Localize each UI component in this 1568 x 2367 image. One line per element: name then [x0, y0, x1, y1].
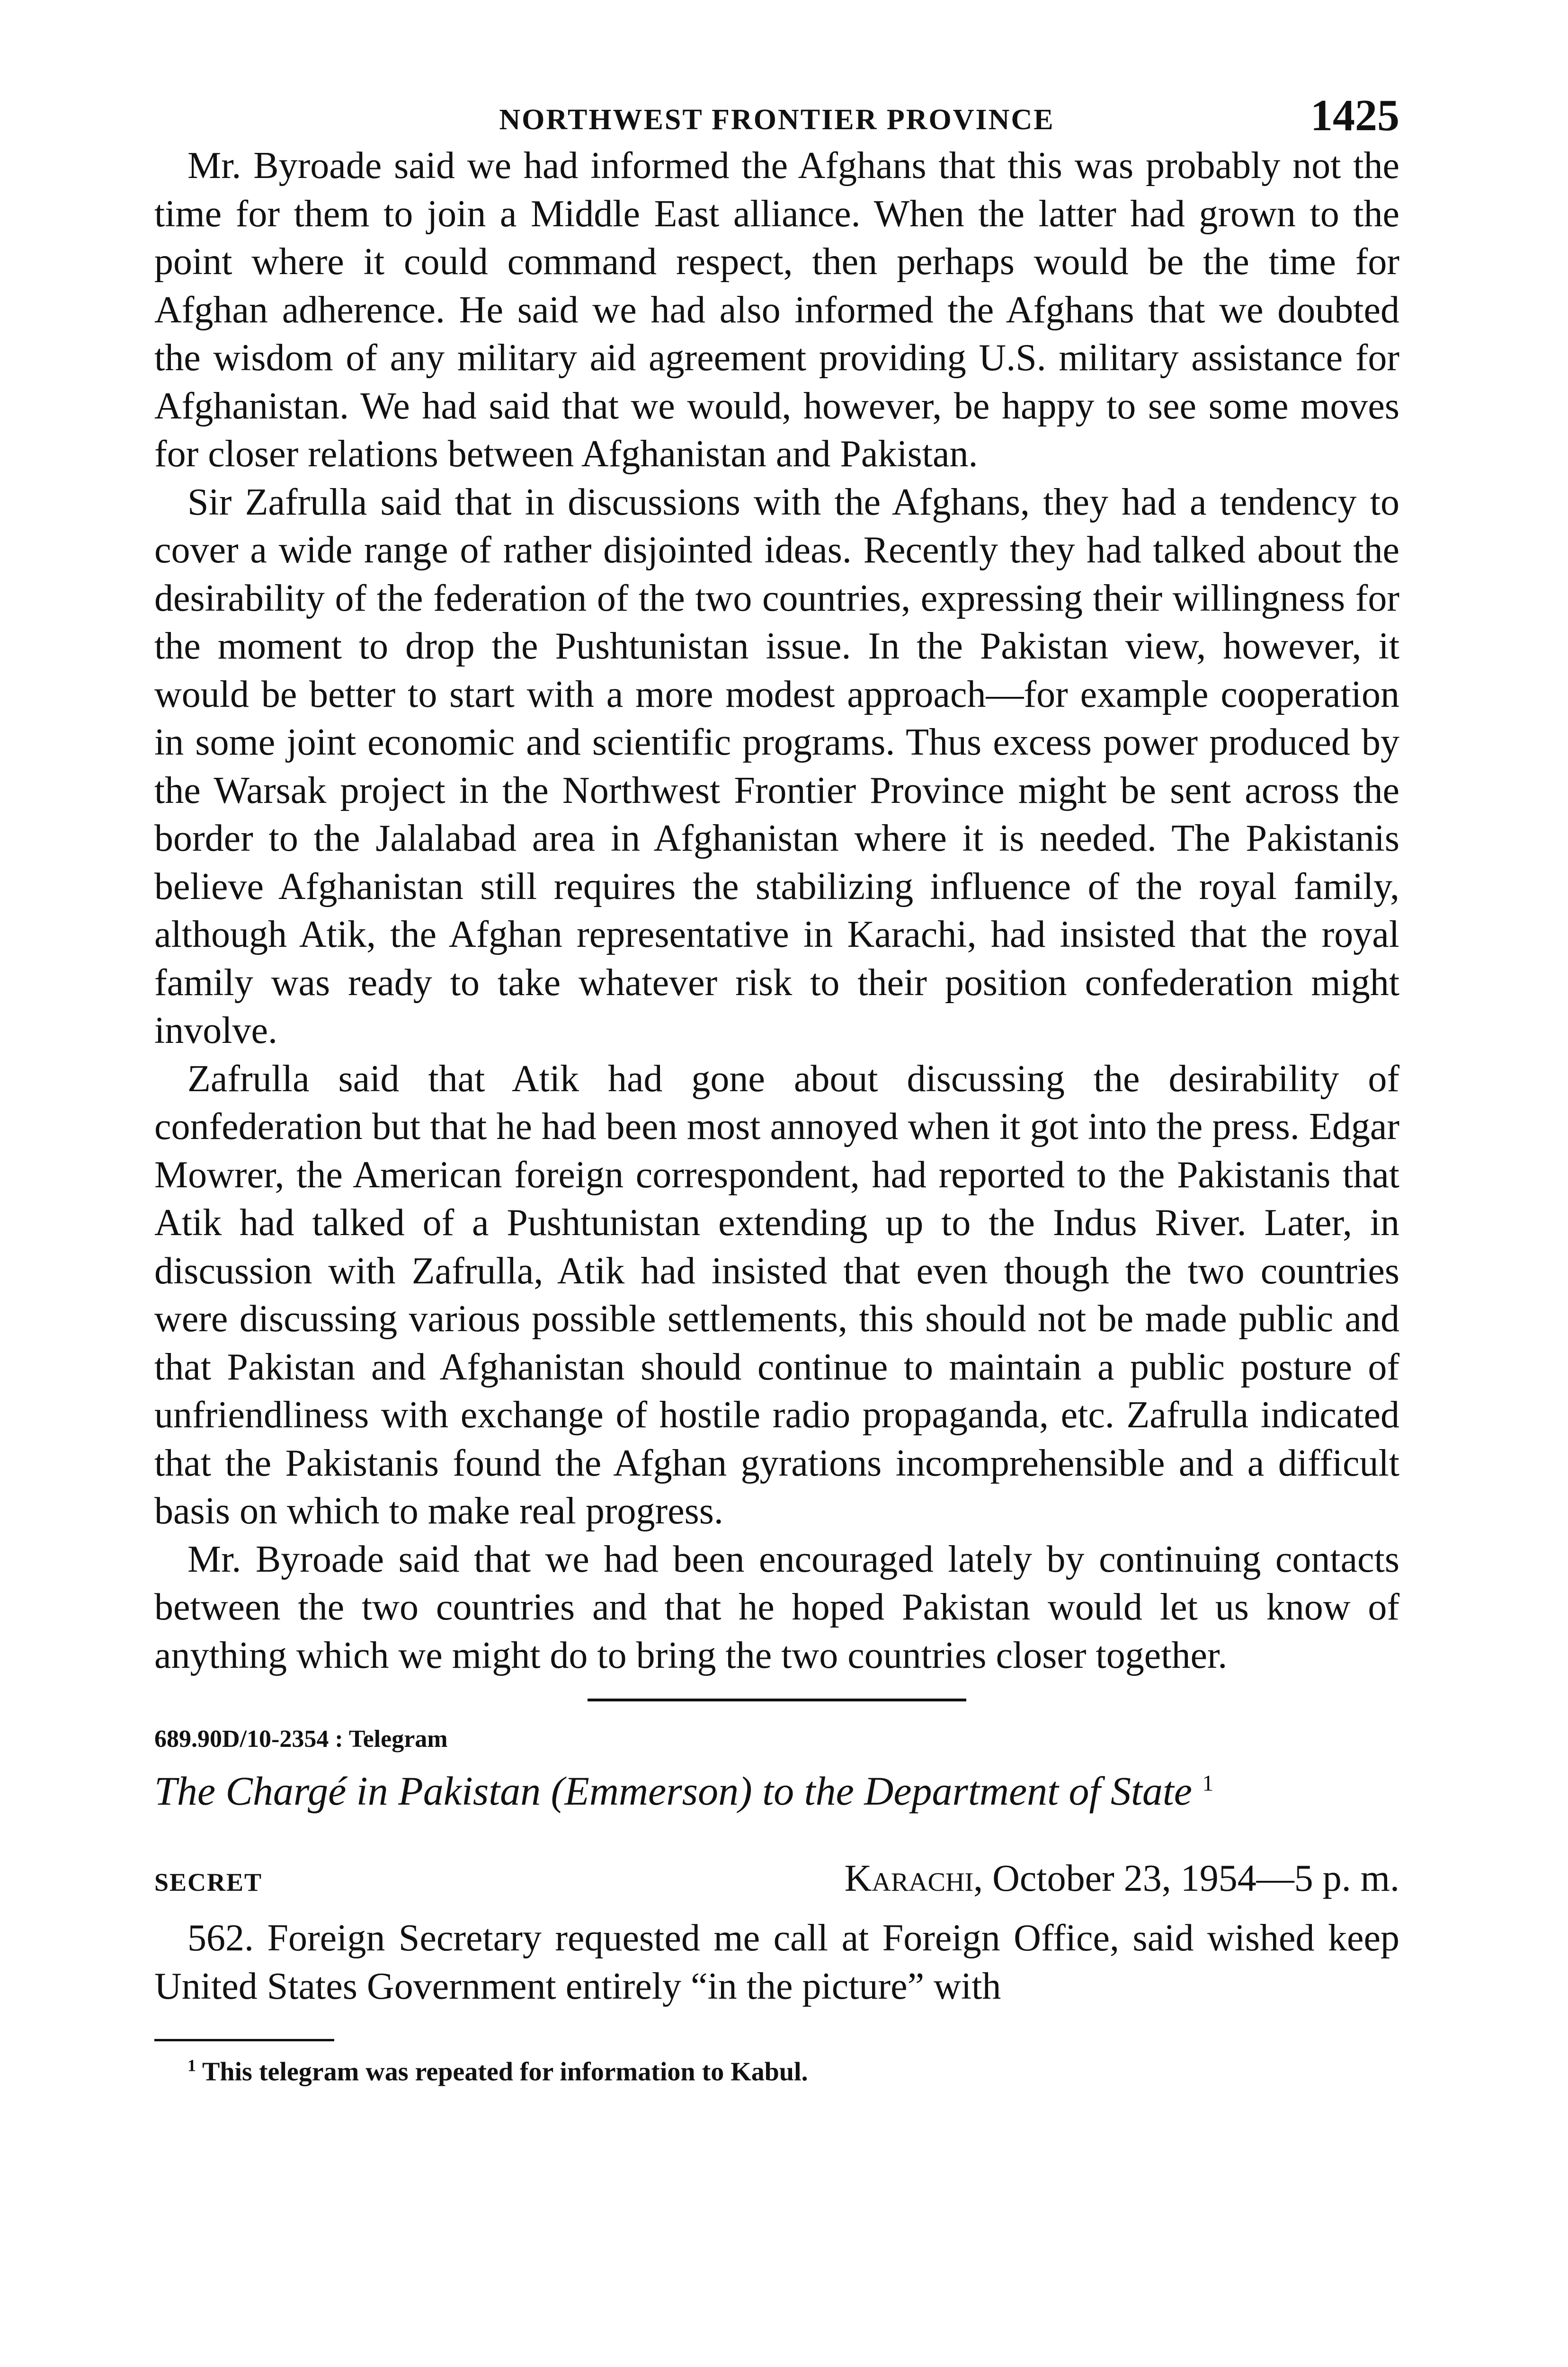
place-date [845, 1857, 1399, 1900]
footnote-number: 1 [187, 2056, 196, 2075]
telegram-body [154, 1914, 1399, 2011]
footnote [187, 2056, 1399, 2087]
running-header [154, 90, 1399, 142]
paragraph: 562. Foreign Secretary requested me call at Foreign Office, said wished keep United States Government entirely “in the picture” with [154, 1917, 1399, 2007]
page-number: 1425 [1310, 91, 1399, 140]
footnote-text: This telegram was repeated for information to Kabul. [202, 2057, 808, 2087]
footnote-rule [154, 2039, 334, 2041]
paragraph: Zafrulla said that Atik had gone about discussing the desirability of confederation but that he had been most annoyed when it got into the press. Edgar Mowrer, the American foreign correspondent, had reported to the Pakistanis that Atik had talked of a Pushtunistan extending up to the Indus River. Later, in discussion with Zafrulla, Atik had insisted that even though the two countries were discussing various possible settlements, this should not be made public and that Pakistan and Afghanistan should continue to maintain a public posture of unfriendliness with exchange of hostile radio propaganda, etc. Zafrulla indicated that the Pakistanis found the Afghan gyrations incomprehensible and a difficult basis on which to make real progress. [154, 1058, 1399, 1532]
document-title [154, 1767, 1399, 1815]
place: Karachi, [844, 1858, 983, 1899]
memo-body [154, 142, 1399, 1680]
footnote-marker: 1 [1202, 1771, 1214, 1796]
classification-label: SECRET [154, 1868, 263, 1896]
document-page [154, 90, 1399, 2087]
running-title: NORTHWEST FRONTIER PROVINCE [499, 104, 1055, 136]
date: October 23, 1954—5 p. m. [992, 1858, 1399, 1899]
section-divider [588, 1699, 966, 1701]
document-reference: 689.90D/10-2354 : Telegram [154, 1726, 448, 1753]
document-title-text: The Chargé in Pakistan (Emmerson) to the Department of State [154, 1768, 1192, 1814]
paragraph: Sir Zafrulla said that in discussions with the Afghans, they had a tendency to cover a wide range of rather disjointed ideas. Recently they had talked about the desirability of the federation of the two countries, expressing their willingness for the moment to drop the Pushtunistan issue. In the Pakistan view, however, it would be better to start with a more modest approach—for example cooperation in some joint economic and scientific programs. Thus excess power produced by the Warsak project in the Northwest Frontier Province might be sent across the border to the Jalalabad area in Afghanistan where it is needed. The Pakistanis believe Afghanistan still requires the stabilizing influence of the royal family, although Atik, the Afghan representative in Karachi, had insisted that the royal family was ready to take whatever risk to their position confederation might involve. [154, 481, 1399, 1051]
dateline [154, 1857, 1399, 1900]
paragraph: Mr. Byroade said we had informed the Afghans that this was probably not the time for them to join a Middle East alliance. When the latter had grown to the point where it could command respect, then perhaps would be the time for Afghan adherence. He said we had also informed the Afghans that we doubted the wisdom of any military aid agreement providing U.S. military assistance for Afghanistan. We had said that we would, however, be happy to see some moves for closer relations between Afghanistan and Pakistan. [154, 145, 1399, 475]
paragraph: Mr. Byroade said that we had been encouraged lately by continuing contacts between the two countries and that he hoped Pakistan would let us know of anything which we might do to bring the two countries closer together. [154, 1538, 1399, 1676]
